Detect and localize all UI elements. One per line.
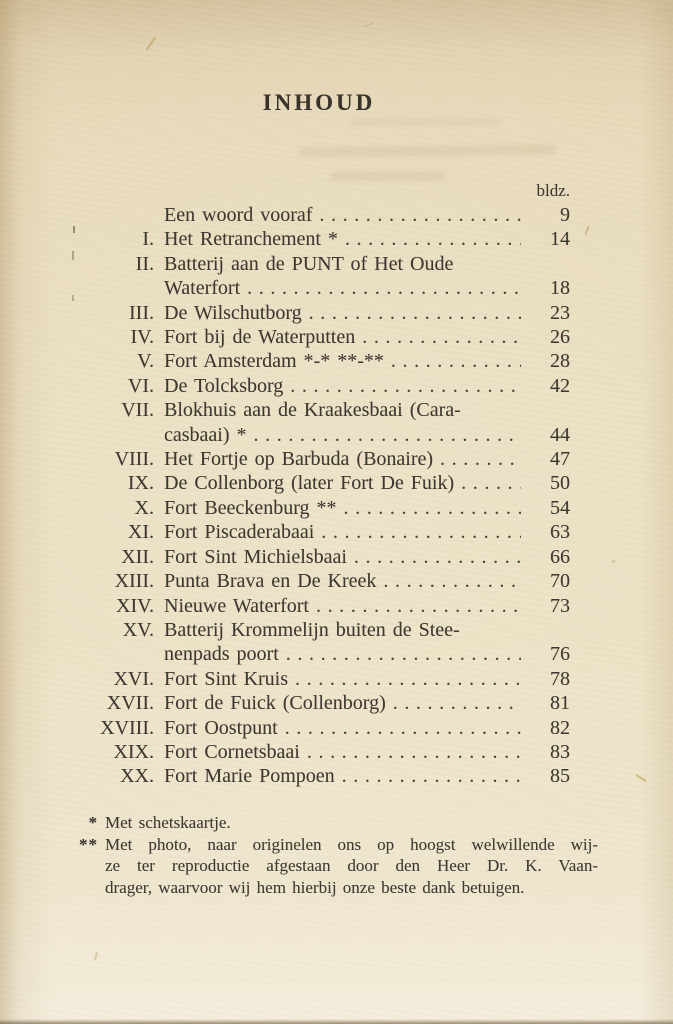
- toc-entry-page: 54: [550, 496, 570, 519]
- toc-entry-numeral: VII.: [121, 399, 154, 422]
- dot-leader: [461, 471, 521, 495]
- toc-entry-numeral: XIV.: [116, 594, 154, 617]
- toc-entry-title: Een woord vooraf: [164, 204, 313, 226]
- toc-entry-page: 44: [550, 423, 570, 446]
- page-column-label: bldz.: [536, 181, 570, 200]
- footnote: [78, 834, 598, 899]
- toc-entry-title: Fort de Fuick (Collenborg): [164, 692, 386, 715]
- toc-row: [68, 594, 570, 618]
- toc-entry-page: 23: [550, 301, 570, 324]
- toc-list: [68, 203, 570, 789]
- toc-row: [68, 716, 570, 740]
- toc-entry-title: Het Fortje op Barbuda (Bonaire): [164, 448, 434, 471]
- toc-entry-numeral: III.: [129, 301, 154, 324]
- toc-entry-numeral: II.: [135, 252, 154, 275]
- paper-fiber-speckle: [612, 560, 615, 563]
- toc-entry-title: Batterij aan de PUNT of Het Oude: [164, 252, 454, 275]
- toc-entry-numeral: XX.: [120, 765, 154, 788]
- dot-leader: [393, 691, 521, 715]
- toc-entry-title: De Tolcksborg: [164, 374, 284, 397]
- toc-entry-title: casbaai) *: [164, 423, 247, 446]
- dot-leader: [321, 520, 521, 544]
- toc-entry-page: 26: [550, 326, 570, 349]
- toc-entry-page: 82: [550, 716, 570, 739]
- toc-entry-numeral: V.: [137, 350, 154, 373]
- toc-entry-title: Fort Sint Michielsbaai: [164, 545, 347, 568]
- toc-entry-page: 73: [550, 594, 570, 617]
- dot-leader: [344, 496, 522, 520]
- toc-entry-title: Fort Marie Pompoen: [164, 765, 335, 788]
- footnote-line: Met schetskaartje.: [105, 813, 231, 832]
- toc-row: [68, 520, 570, 544]
- toc-entry-title: Het Retranchement *: [164, 228, 338, 251]
- paper-fiber-speckle: [364, 23, 374, 27]
- dot-leader: [285, 716, 521, 740]
- paper-fiber-speckle: [94, 952, 98, 960]
- dot-leader: [316, 594, 521, 618]
- toc-row: [68, 325, 570, 349]
- toc-entry-title: Waterfort: [164, 277, 241, 300]
- toc-row: [68, 764, 570, 788]
- toc-row: [68, 227, 570, 251]
- toc-entry-page: 66: [550, 545, 570, 568]
- paper-fiber-speckle: [585, 226, 590, 235]
- dot-leader: [342, 764, 521, 788]
- dot-leader: [345, 227, 521, 251]
- footnotes: [78, 812, 598, 898]
- toc-entry-numeral: VI.: [127, 374, 154, 397]
- toc-entry-title: Fort bij de Waterputten: [164, 326, 356, 349]
- toc-entry-title: De Wilschutborg: [164, 301, 302, 324]
- dot-leader: [354, 545, 521, 569]
- footnote-text: [105, 834, 598, 899]
- toc-content: [68, 90, 570, 789]
- toc-entry-page: 28: [550, 350, 570, 373]
- toc-row: [68, 349, 570, 373]
- toc-row: [68, 618, 570, 642]
- page-bottom-edge: [0, 1019, 673, 1024]
- toc-entry-page: 63: [550, 521, 570, 544]
- toc-entry-page: 70: [550, 570, 570, 593]
- toc-entry-numeral: XVIII.: [100, 716, 154, 739]
- toc-entry-numeral: XVII.: [106, 692, 154, 715]
- dot-leader: [247, 276, 521, 300]
- toc-row: [68, 569, 570, 593]
- toc-entry-page: 78: [550, 667, 570, 690]
- toc-row: [68, 740, 570, 764]
- toc-entry-page: 83: [550, 740, 570, 763]
- dot-leader: [309, 301, 521, 325]
- toc-entry-numeral: XV.: [122, 618, 154, 641]
- toc-entry-numeral: XIX.: [113, 740, 154, 763]
- toc-entry-numeral: XI.: [127, 521, 154, 544]
- toc-row: [68, 496, 570, 520]
- toc-row: [68, 374, 570, 398]
- toc-entry-numeral: XVI.: [113, 667, 154, 690]
- page-title: INHOUD: [262, 90, 376, 115]
- toc-row: [68, 252, 570, 276]
- toc-entry-numeral: XIII.: [114, 570, 154, 593]
- dot-leader: [391, 349, 521, 373]
- dot-leader: [290, 374, 521, 398]
- toc-entry-page: 81: [550, 692, 570, 715]
- toc-entry-title: Fort Cornetsbaai: [164, 740, 300, 763]
- toc-entry-title: Nieuwe Waterfort: [164, 594, 309, 617]
- toc-entry-title: Fort Sint Kruis: [164, 667, 289, 690]
- dot-leader: [307, 740, 521, 764]
- toc-entry-numeral: VIII.: [114, 448, 154, 471]
- footnote-marker: *: [88, 813, 98, 832]
- dot-leader: [440, 447, 521, 471]
- footnote-line: ze ter reproductie afgestaan door den Heer Dr. K. Vaan-: [105, 856, 598, 875]
- toc-entry-numeral: X.: [134, 496, 154, 519]
- toc-entry-page: 18: [550, 277, 570, 300]
- footnote-text: [105, 812, 598, 834]
- footnote-line: Met photo, naar originelen ons op hoogst welwillende wij-: [105, 834, 598, 854]
- dot-leader: [286, 642, 521, 666]
- dot-leader: [254, 423, 521, 447]
- toc-entry-page: 85: [550, 765, 570, 788]
- toc-row: [68, 471, 570, 495]
- toc-row: [68, 642, 570, 666]
- toc-entry-title: Fort Piscaderabaai: [164, 521, 315, 544]
- dot-leader: [295, 667, 521, 691]
- footnote-line: drager, waarvoor wij hem hierbij onze beste dank betuigen.: [105, 877, 525, 897]
- toc-entry-numeral: IV.: [130, 326, 154, 349]
- toc-row: [68, 691, 570, 715]
- toc-entry-page: 50: [550, 472, 570, 495]
- toc-entry-page: 9: [560, 204, 570, 226]
- toc-entry-numeral: IX.: [127, 472, 154, 495]
- toc-entry-title: De Collenborg (later Fort De Fuik): [164, 472, 455, 495]
- toc-entry-page: 47: [550, 448, 570, 471]
- toc-entry-title: Blokhuis aan de Kraakesbaai (Cara-: [164, 399, 461, 422]
- dot-leader: [319, 203, 521, 227]
- toc-entry-page: 76: [550, 643, 570, 666]
- dot-leader: [383, 569, 521, 593]
- toc-entry-page: 42: [550, 374, 570, 397]
- toc-entry-title: Fort Oostpunt: [164, 716, 278, 739]
- toc-row: [68, 203, 570, 227]
- toc-entry-page: 14: [550, 228, 570, 251]
- toc-entry-title: Fort Amsterdam *-* **-**: [164, 350, 384, 373]
- paper-fiber-speckle: [635, 774, 646, 782]
- toc-entry-title: Punta Brava en De Kreek: [164, 570, 377, 593]
- toc-row: [68, 545, 570, 569]
- toc-row: [68, 276, 570, 300]
- toc-entry-numeral: I.: [142, 228, 154, 251]
- toc-entry-numeral: XII.: [121, 545, 154, 568]
- toc-row: [68, 447, 570, 471]
- footnote-marker: **: [79, 834, 98, 854]
- toc-entry-title: Batterij Krommelijn buiten de Stee-: [164, 618, 460, 641]
- toc-row: [68, 301, 570, 325]
- toc-row: [68, 398, 570, 422]
- paper-fiber-speckle: [146, 37, 156, 50]
- toc-row: [68, 423, 570, 447]
- toc-row: [68, 667, 570, 691]
- toc-entry-title: nenpads poort: [164, 643, 279, 666]
- toc-entry-title: Fort Beeckenburg **: [164, 496, 337, 519]
- dot-leader: [362, 325, 521, 349]
- footnote: [78, 812, 598, 834]
